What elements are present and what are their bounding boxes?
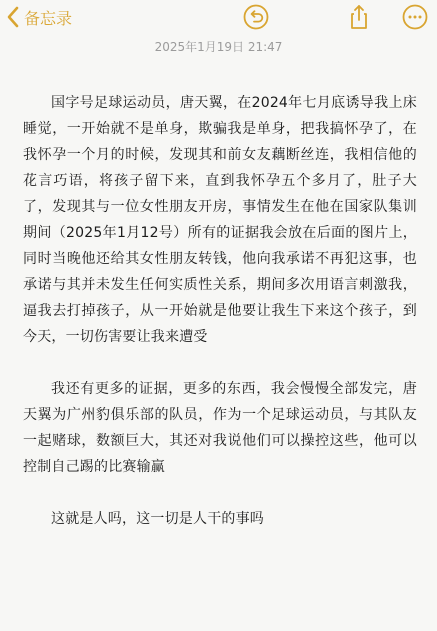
note-timestamp: 2025年1月19日 21:47 [154,40,283,54]
navigation-bar [0,0,437,34]
share-icon [345,3,373,31]
back-label: 备忘录 [24,8,73,28]
note-paragraph: 我还有更多的证据，更多的东西，我会慢慢全部发完，唐天翼为广州豹俱乐部的队员，作为一个足球运动员，与其队友一起赌球，数额巨大，其还对我说他们可以操控这些，他可以控制自己踢的比赛输赢 [23,381,417,475]
note-body[interactable] [23,90,417,532]
more-icon [401,3,429,31]
chevron-left-icon [6,6,20,28]
note-paragraph: 这就是人吗，这一切是人干的事吗 [51,511,264,527]
undo-icon [242,3,270,31]
undo-button[interactable] [242,3,270,31]
more-button[interactable] [401,3,429,31]
back-button[interactable] [6,4,72,30]
share-button[interactable] [345,3,373,31]
note-paragraph: 国字号足球运动员，唐天翼，在2024年七月底诱导我上床睡觉，一开始就不是单身，欺骗我是单身，把我搞怀孕了，在我怀孕一个月的时候，发现其和前女友藕断丝连，我相信他的花言巧语，将孩子留下来，直到我怀孕五个多月了，肚子大了，发现其与一位女性朋友开房，事情发生在他在国家队集训期间（2025年1月12号）所有的证据我会放在后面的图片上，同时当晚他还给其女性朋友转钱，他向我承诺不再犯这事，也承诺与其并未发生任何实质性关系，期间多次用语言刺激我，逼我去打掉孩子，从一开始就是他要让我生下来这个孩子，到今天，一切伤害要让我来遭受 [23,95,417,345]
